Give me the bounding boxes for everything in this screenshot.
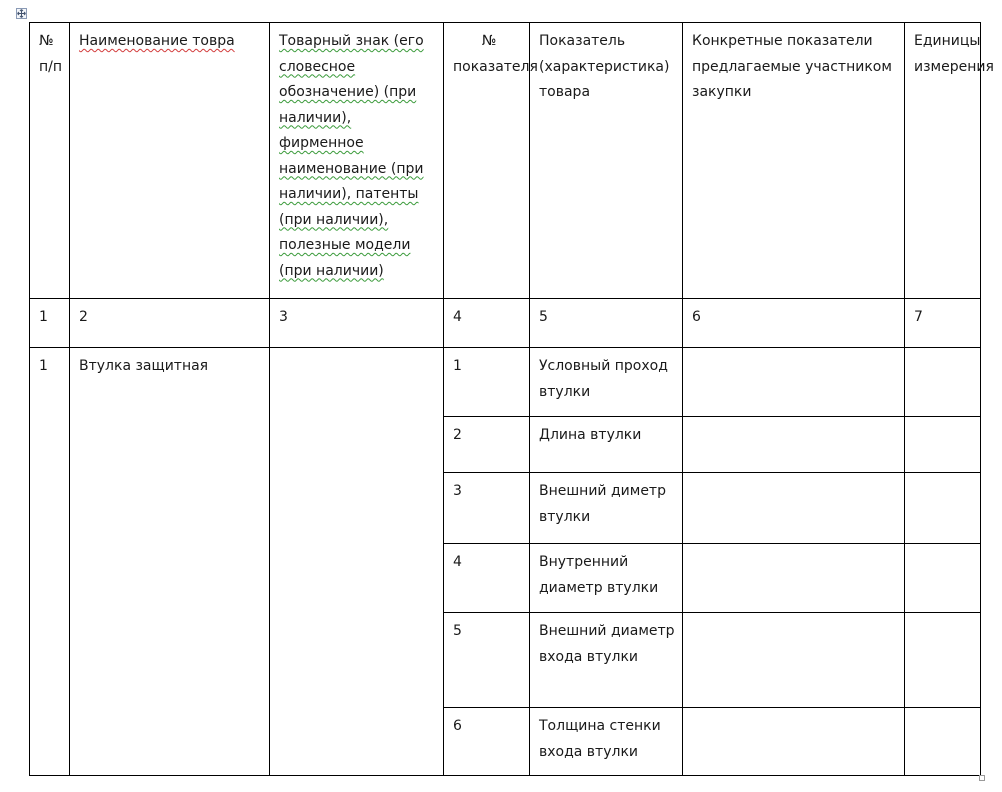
- indicator-value-cell[interactable]: [683, 473, 905, 544]
- indicator-name-cell[interactable]: Условный проход втулки: [530, 348, 683, 417]
- indicator-number-cell[interactable]: 4: [444, 544, 530, 613]
- product-name-cell[interactable]: Втулка защитная: [70, 348, 270, 776]
- indicator-unit-cell[interactable]: [905, 613, 981, 708]
- indicator-value-cell[interactable]: [683, 348, 905, 417]
- indicator-number-cell[interactable]: 2: [444, 417, 530, 473]
- indicator-unit-cell[interactable]: [905, 348, 981, 417]
- table-move-handle[interactable]: [16, 8, 27, 19]
- move-arrows-icon: [17, 9, 26, 18]
- header-cell-units[interactable]: [905, 23, 994, 299]
- indicator-number-cell[interactable]: 5: [444, 613, 530, 708]
- indicator-name-cell[interactable]: Внутренний диаметр втулки: [530, 544, 683, 613]
- table-row: [30, 348, 981, 417]
- header-offered-values-text: Конкретные показатели предлагаемые участником закупки: [692, 33, 892, 100]
- header-cell-offered-values[interactable]: [683, 23, 905, 299]
- column-index-row: [30, 299, 981, 348]
- index-cell[interactable]: 1: [30, 299, 70, 348]
- header-indicator-number-text: № показателя: [453, 33, 538, 75]
- indicator-unit-cell[interactable]: [905, 417, 981, 473]
- index-cell[interactable]: 3: [270, 299, 444, 348]
- indicator-name-cell[interactable]: Внешний диаметр входа втулки: [530, 613, 683, 708]
- indicator-number-cell[interactable]: 1: [444, 348, 530, 417]
- indicator-unit-cell[interactable]: [905, 473, 981, 544]
- indicator-number-cell[interactable]: 6: [444, 708, 530, 776]
- indicator-value-cell[interactable]: [683, 417, 905, 473]
- header-row: [30, 23, 981, 299]
- table-resize-handle[interactable]: [979, 775, 985, 781]
- index-cell[interactable]: 7: [905, 299, 981, 348]
- index-cell[interactable]: 6: [683, 299, 905, 348]
- indicator-value-cell[interactable]: [683, 708, 905, 776]
- header-units-text: Единицы измерения: [914, 33, 994, 75]
- header-name-text: Наименование товра: [79, 33, 235, 49]
- indicator-unit-cell[interactable]: [905, 708, 981, 776]
- header-cell-trademark[interactable]: [270, 23, 444, 299]
- header-cell-indicator-number[interactable]: [444, 23, 538, 299]
- indicator-name-cell[interactable]: Толщина стенки входа втулки: [530, 708, 683, 776]
- indicator-unit-cell[interactable]: [905, 544, 981, 613]
- product-number-cell[interactable]: 1: [30, 348, 70, 776]
- index-cell[interactable]: 5: [530, 299, 683, 348]
- index-cell[interactable]: 2: [70, 299, 270, 348]
- header-cell-number[interactable]: [30, 23, 70, 299]
- product-spec-table: [29, 22, 994, 776]
- header-cell-indicator[interactable]: [530, 23, 683, 299]
- header-indicator-text: Показатель (характеристика) товара: [539, 33, 670, 100]
- header-number-text: № п/п: [39, 33, 63, 75]
- index-cell[interactable]: 4: [444, 299, 530, 348]
- indicator-value-cell[interactable]: [683, 544, 905, 613]
- indicator-value-cell[interactable]: [683, 613, 905, 708]
- indicator-name-cell[interactable]: Внешний диметр втулки: [530, 473, 683, 544]
- product-trademark-cell[interactable]: [270, 348, 444, 776]
- header-cell-name[interactable]: [70, 23, 270, 299]
- header-trademark-text: Товарный знак (его словесное обозначение) (при наличии), фирменное наименование (при наличии), патенты (при наличии), полезные модели (при наличии): [279, 33, 424, 279]
- indicator-name-cell[interactable]: Длина втулки: [530, 417, 683, 473]
- indicator-number-cell[interactable]: 3: [444, 473, 530, 544]
